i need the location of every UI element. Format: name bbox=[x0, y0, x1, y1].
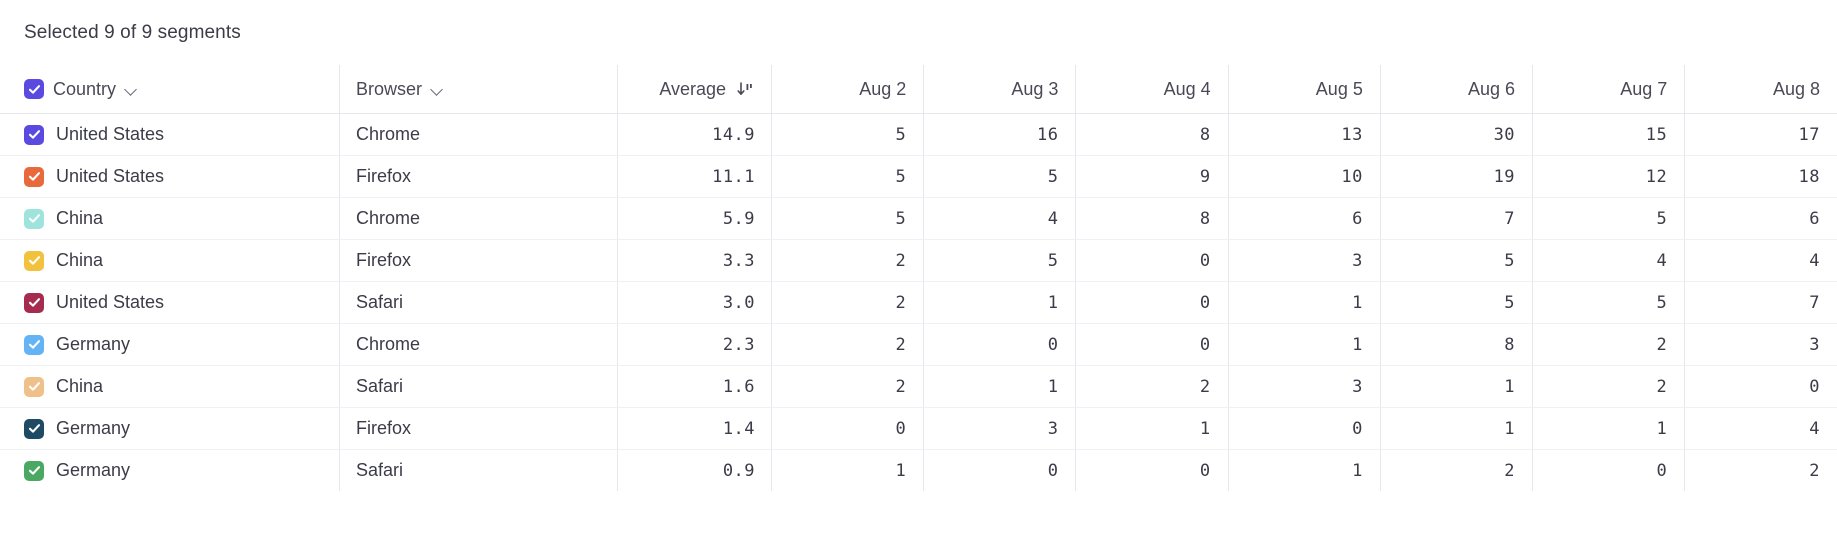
country-label: United States bbox=[56, 292, 165, 312]
cell-day-0: 2 bbox=[772, 282, 924, 324]
column-header-country[interactable] bbox=[0, 65, 340, 114]
row-checkbox[interactable] bbox=[24, 335, 44, 355]
chevron-down-icon[interactable] bbox=[431, 82, 445, 96]
cell-browser: Safari bbox=[340, 282, 617, 324]
cell-browser: Safari bbox=[340, 450, 617, 492]
cell-day-1: 0 bbox=[924, 324, 1076, 366]
column-header-day-2[interactable]: Aug 4 bbox=[1076, 65, 1228, 114]
cell-day-3: 3 bbox=[1228, 366, 1380, 408]
table-row[interactable] bbox=[0, 114, 1837, 156]
cell-day-4: 1 bbox=[1380, 366, 1532, 408]
country-label: United States bbox=[56, 124, 165, 144]
cell-day-1: 5 bbox=[924, 156, 1076, 198]
cell-country bbox=[0, 282, 340, 324]
table-row[interactable] bbox=[0, 156, 1837, 198]
cell-day-1: 3 bbox=[924, 408, 1076, 450]
cell-day-3: 0 bbox=[1228, 408, 1380, 450]
column-header-day-1[interactable]: Aug 3 bbox=[924, 65, 1076, 114]
cell-day-6: 2 bbox=[1685, 450, 1837, 492]
table-row[interactable] bbox=[0, 282, 1837, 324]
cell-country bbox=[0, 156, 340, 198]
cell-day-5: 4 bbox=[1533, 240, 1685, 282]
sort-descending-icon[interactable] bbox=[737, 81, 755, 97]
cell-day-0: 2 bbox=[772, 324, 924, 366]
cell-day-6: 7 bbox=[1685, 282, 1837, 324]
column-header-browser-label: Browser bbox=[356, 78, 423, 99]
segments-table bbox=[0, 65, 1837, 491]
cell-day-6: 18 bbox=[1685, 156, 1837, 198]
row-checkbox[interactable] bbox=[24, 377, 44, 397]
cell-average: 1.4 bbox=[617, 408, 772, 450]
cell-average: 0.9 bbox=[617, 450, 772, 492]
cell-day-4: 5 bbox=[1380, 240, 1532, 282]
cell-day-3: 6 bbox=[1228, 198, 1380, 240]
cell-day-1: 1 bbox=[924, 366, 1076, 408]
cell-day-6: 17 bbox=[1685, 114, 1837, 156]
cell-country bbox=[0, 198, 340, 240]
row-checkbox[interactable] bbox=[24, 209, 44, 229]
cell-day-3: 1 bbox=[1228, 450, 1380, 492]
cell-country bbox=[0, 240, 340, 282]
row-checkbox[interactable] bbox=[24, 293, 44, 313]
column-header-day-0[interactable]: Aug 2 bbox=[772, 65, 924, 114]
select-all-checkbox[interactable] bbox=[24, 79, 44, 99]
cell-day-5: 15 bbox=[1533, 114, 1685, 156]
country-label: Germany bbox=[56, 334, 131, 354]
cell-day-6: 0 bbox=[1685, 366, 1837, 408]
cell-browser: Chrome bbox=[340, 198, 617, 240]
table-row[interactable] bbox=[0, 408, 1837, 450]
cell-average: 1.6 bbox=[617, 366, 772, 408]
cell-day-5: 2 bbox=[1533, 366, 1685, 408]
column-header-day-4[interactable]: Aug 6 bbox=[1380, 65, 1532, 114]
row-checkbox[interactable] bbox=[24, 419, 44, 439]
country-label: Germany bbox=[56, 418, 131, 438]
cell-day-3: 13 bbox=[1228, 114, 1380, 156]
header-row bbox=[0, 65, 1837, 114]
cell-day-2: 9 bbox=[1076, 156, 1228, 198]
cell-day-1: 0 bbox=[924, 450, 1076, 492]
cell-average: 11.1 bbox=[617, 156, 772, 198]
cell-day-0: 5 bbox=[772, 198, 924, 240]
cell-day-5: 5 bbox=[1533, 198, 1685, 240]
cell-day-0: 2 bbox=[772, 366, 924, 408]
cell-day-2: 0 bbox=[1076, 324, 1228, 366]
cell-day-6: 4 bbox=[1685, 240, 1837, 282]
cell-day-5: 0 bbox=[1533, 450, 1685, 492]
row-checkbox[interactable] bbox=[24, 461, 44, 481]
cell-average: 3.3 bbox=[617, 240, 772, 282]
row-checkbox[interactable] bbox=[24, 251, 44, 271]
row-checkbox[interactable] bbox=[24, 125, 44, 145]
cell-average: 5.9 bbox=[617, 198, 772, 240]
cell-browser: Chrome bbox=[340, 114, 617, 156]
cell-day-0: 2 bbox=[772, 240, 924, 282]
row-checkbox[interactable] bbox=[24, 167, 44, 187]
cell-day-3: 3 bbox=[1228, 240, 1380, 282]
cell-day-6: 6 bbox=[1685, 198, 1837, 240]
column-header-day-5[interactable]: Aug 7 bbox=[1533, 65, 1685, 114]
cell-day-3: 1 bbox=[1228, 324, 1380, 366]
country-label: China bbox=[56, 376, 104, 396]
cell-day-5: 1 bbox=[1533, 408, 1685, 450]
cell-day-5: 5 bbox=[1533, 282, 1685, 324]
cell-country bbox=[0, 324, 340, 366]
table-body bbox=[0, 114, 1837, 492]
cell-day-2: 2 bbox=[1076, 366, 1228, 408]
country-label: Germany bbox=[56, 460, 131, 480]
country-label: China bbox=[56, 208, 104, 228]
cell-browser: Firefox bbox=[340, 408, 617, 450]
cell-day-3: 10 bbox=[1228, 156, 1380, 198]
table-row[interactable] bbox=[0, 198, 1837, 240]
country-label: China bbox=[56, 250, 104, 270]
cell-average: 14.9 bbox=[617, 114, 772, 156]
cell-day-5: 2 bbox=[1533, 324, 1685, 366]
cell-day-6: 3 bbox=[1685, 324, 1837, 366]
cell-day-4: 5 bbox=[1380, 282, 1532, 324]
cell-day-0: 1 bbox=[772, 450, 924, 492]
cell-day-5: 12 bbox=[1533, 156, 1685, 198]
chevron-down-icon[interactable] bbox=[125, 82, 139, 96]
table-row[interactable] bbox=[0, 450, 1837, 492]
cell-average: 3.0 bbox=[617, 282, 772, 324]
column-header-day-6[interactable]: Aug 8 bbox=[1685, 65, 1837, 114]
cell-day-2: 8 bbox=[1076, 198, 1228, 240]
column-header-day-3[interactable]: Aug 5 bbox=[1228, 65, 1380, 114]
table-row[interactable] bbox=[0, 240, 1837, 282]
cell-browser: Firefox bbox=[340, 240, 617, 282]
cell-day-3: 1 bbox=[1228, 282, 1380, 324]
column-header-country-label: Country bbox=[53, 78, 117, 99]
cell-day-2: 0 bbox=[1076, 450, 1228, 492]
cell-day-4: 7 bbox=[1380, 198, 1532, 240]
cell-day-4: 19 bbox=[1380, 156, 1532, 198]
cell-browser: Chrome bbox=[340, 324, 617, 366]
cell-country bbox=[0, 450, 340, 492]
cell-day-4: 30 bbox=[1380, 114, 1532, 156]
cell-day-2: 0 bbox=[1076, 240, 1228, 282]
table-row[interactable] bbox=[0, 324, 1837, 366]
cell-country bbox=[0, 408, 340, 450]
cell-average: 2.3 bbox=[617, 324, 772, 366]
cell-day-4: 2 bbox=[1380, 450, 1532, 492]
cell-day-2: 8 bbox=[1076, 114, 1228, 156]
cell-day-1: 4 bbox=[924, 198, 1076, 240]
cell-day-2: 0 bbox=[1076, 282, 1228, 324]
cell-browser: Safari bbox=[340, 366, 617, 408]
cell-day-4: 1 bbox=[1380, 408, 1532, 450]
cell-browser: Firefox bbox=[340, 156, 617, 198]
cell-day-0: 0 bbox=[772, 408, 924, 450]
cell-day-2: 1 bbox=[1076, 408, 1228, 450]
cell-day-0: 5 bbox=[772, 114, 924, 156]
country-label: United States bbox=[56, 166, 165, 186]
table-header bbox=[0, 65, 1837, 114]
table-row[interactable] bbox=[0, 366, 1837, 408]
column-header-average[interactable] bbox=[617, 65, 772, 114]
column-header-average-label: Average bbox=[659, 78, 727, 99]
cell-country bbox=[0, 114, 340, 156]
column-header-browser[interactable] bbox=[340, 65, 617, 114]
selection-status: Selected 9 of 9 segments bbox=[24, 22, 241, 43]
cell-day-1: 5 bbox=[924, 240, 1076, 282]
cell-country bbox=[0, 366, 340, 408]
cell-day-0: 5 bbox=[772, 156, 924, 198]
cell-day-6: 4 bbox=[1685, 408, 1837, 450]
cell-day-1: 16 bbox=[924, 114, 1076, 156]
cell-day-4: 8 bbox=[1380, 324, 1532, 366]
cell-day-1: 1 bbox=[924, 282, 1076, 324]
